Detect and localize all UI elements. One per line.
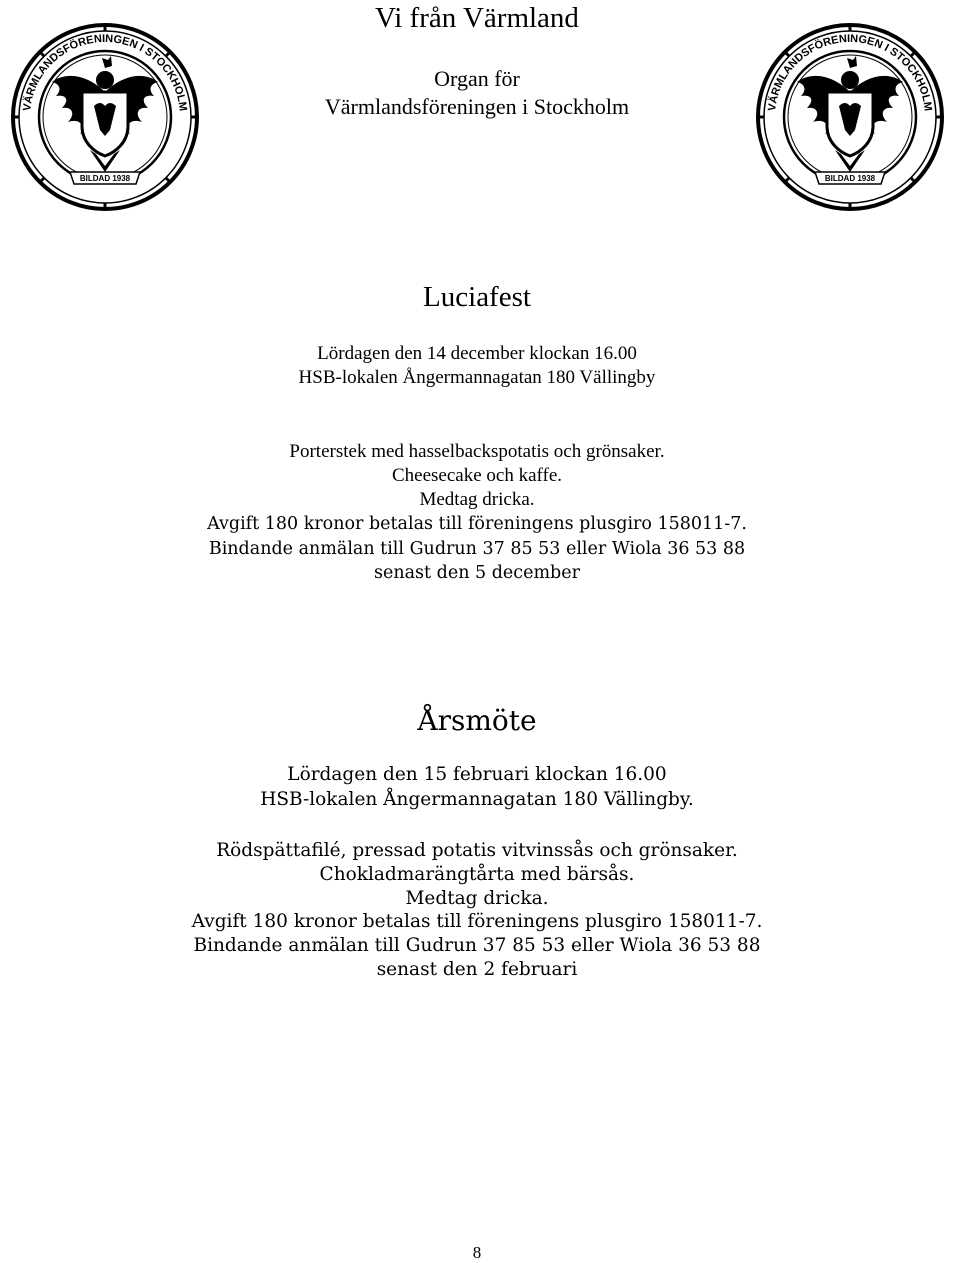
page-number: 8 (472, 1243, 482, 1262)
luciafest-signup: Bindande anmälan till Gudrun 37 85 53 eller Wiola 36 53 88 (208, 539, 746, 559)
arsmote-menu-main: Rödspättafilé, pressad potatis vitvinssås och grönsaker. (216, 840, 738, 861)
luciafest-drinks: Medtag dricka. (419, 489, 535, 510)
luciafest-date: Lördagen den 14 december klockan 16.00 (317, 343, 637, 364)
arsmote-signup: Bindande anmälan till Gudrun 37 85 53 eller Wiola 36 53 88 (193, 935, 761, 956)
organ-line-2: Värmlandsföreningen i Stockholm (324, 94, 630, 119)
luciafest-deadline: senast den 5 december (374, 563, 580, 583)
arsmote-heading: Årsmöte (417, 704, 537, 737)
arsmote-deadline: senast den 2 februari (376, 959, 578, 980)
arsmote-fee: Avgift 180 kronor betalas till föreningens plusgiro 158011-7. (191, 911, 763, 932)
luciafest-menu-main: Porterstek med hasselbackspotatis och grönsaker. (289, 441, 665, 462)
organ-line-1: Organ för (434, 66, 520, 91)
svg-text:VÄRMLANDSFÖRENINGEN I STOCKHOL: VÄRMLANDSFÖRENINGEN I STOCKHOLM (766, 32, 934, 112)
svg-text:VÄRMLANDSFÖRENINGEN I STOCKHOL: VÄRMLANDSFÖRENINGEN I STOCKHOLM (21, 32, 189, 112)
luciafest-menu-dessert: Cheesecake och kaffe. (391, 465, 563, 486)
page-title: Vi från Värmland (375, 2, 579, 34)
luciafest-place: HSB-lokalen Ångermannagatan 180 Vällingby (298, 367, 656, 388)
arsmote-place: HSB-lokalen Ångermannagatan 180 Vällingby. (260, 789, 694, 810)
arsmote-menu-dessert: Chokladmarängtårta med bärsås. (319, 864, 635, 885)
svg-text:BILDAD 1938: BILDAD 1938 (79, 174, 131, 183)
luciafest-fee: Avgift 180 kronor betalas till föreningens plusgiro 158011-7. (207, 514, 747, 534)
arsmote-drinks: Medtag dricka. (405, 888, 549, 909)
svg-text:BILDAD 1938: BILDAD 1938 (824, 174, 876, 183)
arsmote-date: Lördagen den 15 februari klockan 16.00 (287, 764, 667, 785)
luciafest-heading: Luciafest (423, 281, 531, 313)
